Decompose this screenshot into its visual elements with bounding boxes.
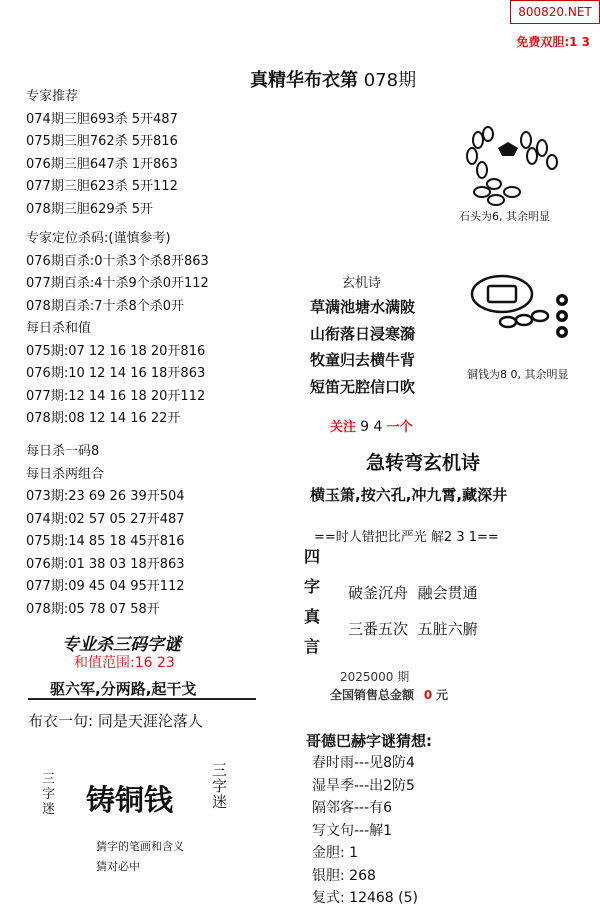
combo-heading: 每日杀两组合 — [26, 466, 105, 482]
four-char-vertical-label: 四 字 真 言 — [304, 547, 321, 656]
riddle-hint-2: 猜对必中 — [96, 860, 140, 873]
goethe-list — [312, 752, 418, 910]
page-title — [250, 66, 416, 92]
position-section — [26, 228, 209, 431]
sum-heading: 每日杀和值 — [26, 321, 92, 336]
combo-section — [26, 441, 185, 621]
free-double-tip: 免费双胆:1 3 — [516, 35, 590, 49]
riddle3-range: 和值范围:16 23 — [74, 655, 175, 671]
list-item: 077期:12 14 16 18 20开112 — [26, 388, 206, 404]
poem-line: 牧童归去横牛背 — [310, 351, 416, 369]
expert-section — [26, 86, 178, 221]
riddle-hint-1: 猜字的笔画和含义 — [96, 840, 184, 853]
urgent-line-1: 横玉箫,按六孔,冲九霄,藏深井 — [310, 486, 508, 504]
list-item: 078期百杀:7十杀8个杀0开 — [26, 298, 185, 314]
list-item: 078期:08 12 14 16 22开 — [26, 411, 181, 426]
buyi-sentence: 布衣一句: 同是天涯沦落人 — [28, 712, 203, 730]
list-item: 隔邻客---有6 — [312, 800, 393, 816]
issue-number: 078期 — [363, 70, 417, 91]
mystic-poem — [310, 294, 415, 400]
list-item: 湿旱季---出2防5 — [312, 777, 415, 794]
three-char-right-label: 三 字 迷 — [212, 761, 228, 811]
mystic-label: 玄机诗 — [342, 276, 382, 291]
list-item: 076期:10 12 14 16 18开863 — [26, 366, 206, 381]
list-item: 076期:01 38 03 18开863 — [26, 556, 185, 572]
list-item: 074期三胆693杀 5开487 — [26, 111, 178, 127]
divider — [28, 698, 256, 700]
site-badge[interactable]: 800820.NET — [510, 0, 600, 24]
goethe-title: 哥德巴赫字谜猜想: — [306, 732, 432, 750]
riddle3-title: 专业杀三码字谜 — [62, 635, 181, 655]
four-char-row-2: 三番五次 五脏六腑 — [348, 620, 478, 638]
poem-line: 草满池塘水满陂 — [310, 298, 416, 316]
list-item: 春时雨---见8防4 — [312, 755, 415, 771]
list-item: 075期:14 85 18 45开816 — [26, 534, 185, 549]
list-item: 073期:23 69 26 39开504 — [26, 489, 185, 504]
three-char-center: 铸铜钱 — [86, 783, 174, 817]
list-item: 写文句---解1 — [312, 822, 393, 839]
kill-one-code: 每日杀一码8 — [26, 444, 100, 459]
stone-illustration — [460, 126, 570, 210]
riddle3-verse: 驱六军,分两路,起干戈 — [50, 680, 197, 698]
urgent-title: 急转弯玄机诗 — [366, 452, 481, 474]
list-item: 077期三胆623杀 5开112 — [26, 179, 178, 194]
list-item: 077期:09 45 04 95开112 — [26, 579, 185, 594]
list-item: 075期三胆762杀 5开816 — [26, 134, 178, 149]
coin-illustration — [466, 270, 576, 346]
urgent-line-2: ==时人错把比严光 解2 3 1== — [314, 530, 499, 545]
list-item: 银胆: 268 — [312, 867, 376, 884]
list-item: 076期百杀:0十杀3个杀8开863 — [26, 253, 209, 269]
sales-line: 全国销售总金额 0 元 — [330, 688, 449, 702]
three-char-left-label: 三 字 迷 — [42, 772, 56, 817]
position-heading: 专家定位杀码:(谨慎参考) — [26, 231, 171, 246]
list-item: 078期:05 78 07 58开 — [26, 601, 160, 617]
list-item: 075期:07 12 16 18 20开816 — [26, 343, 206, 359]
list-item: 074期:02 57 05 27开487 — [26, 511, 185, 527]
poem-line: 山衔落日浸寒漪 — [310, 324, 416, 343]
list-item: 077期百杀:4十杀9个杀0开112 — [26, 276, 209, 291]
expert-heading: 专家推荐 — [26, 89, 79, 104]
sales-issue: 2025000 期 — [340, 670, 410, 684]
list-item: 金胆: 1 — [312, 845, 359, 861]
list-item: 078期三胆629杀 5开 — [26, 201, 154, 217]
four-char-row-1: 破釜沉舟 融会贯通 — [348, 584, 478, 602]
poem-line: 短笛无腔信口吹 — [310, 377, 416, 396]
list-item: 076期三胆647杀 1开863 — [26, 156, 178, 172]
coin-caption: 铜钱为8 0, 其余明显 — [467, 368, 569, 381]
title-text: 真精华布衣第 — [250, 70, 358, 91]
follow-line: 关注 9 4 一个 — [330, 419, 413, 435]
stone-caption: 石头为6, 其余明显 — [459, 210, 550, 223]
list-item: 复式: 12468 (5) — [312, 890, 418, 906]
